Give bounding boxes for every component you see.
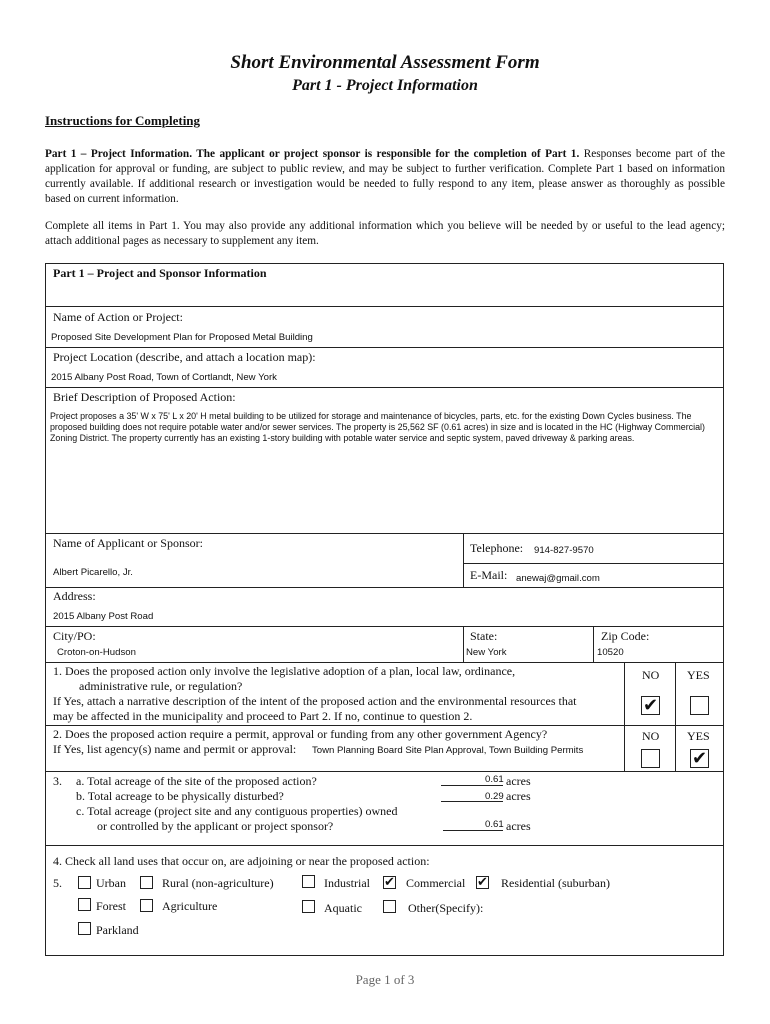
urban-checkbox[interactable] [78,876,91,889]
instructions-paragraph-1 [45,147,725,207]
rural-label: Rural (non-agriculture) [162,876,274,890]
q3b-text: b. Total acreage to be physically disturbed? [76,789,284,803]
q1-no-checkbox[interactable]: ✔ [642,695,659,716]
q2-yes-checkbox[interactable]: ✔ [691,748,708,769]
divider [45,306,724,307]
zip-label: Zip Code: [601,629,650,643]
q5-number: 5. [53,876,62,890]
q2-instruction: If Yes, list agency(s) name and permit or approval: [53,742,297,756]
q2-text: 2. Does the proposed action require a permit, approval or funding from any other government Agency? [53,727,548,741]
q2-agency-field[interactable]: Town Planning Board Site Plan Approval, Town Building Permits [312,745,584,756]
q3b-unit: acres [506,789,531,803]
instructions-body: Responses become part of the application for approval or funding, are subject to public review, and may be subject to further verification. Complete Part 1 based on information currently available. If additional research or investigation would be needed to fully respond to any item, please answer as thoroughly as possible based on current information. [45,148,725,205]
location-label: Project Location (describe, and attach a location map): [53,350,316,364]
parkland-label: Parkland [96,923,139,937]
divider [45,725,724,726]
industrial-label: Industrial [324,876,370,890]
divider [45,845,724,846]
divider [45,587,724,588]
divider [45,771,724,772]
instructions-bold-lead: Part 1 – Project Information. The applicant or project sponsor is responsible for the completion of Part 1. [45,148,580,160]
state-label: State: [470,629,498,643]
telephone-label: Telephone: [470,541,524,555]
forest-checkbox[interactable] [78,898,91,911]
agriculture-label: Agriculture [162,899,218,913]
q4-text: 4. Check all land uses that occur on, are adjoining or near the proposed action: [53,854,430,868]
instructions-paragraph-2: Complete all items in Part 1. You may also provide any additional information which you believe will be needed by or useful to the lead agency; attach additional pages as necessary to supplement any item. [45,220,725,247]
description-field[interactable]: Project proposes a 35' W x 75' L x 20' H metal building to be utilized for storage and maintenance of bicycles, parts, etc. for the existing Down Cycles business. The proposed building does not require potable water and/or sewer services. The property is 25,562 SF (0.61 acres) in size and is located in the HC (Highway Commercial) Zoning District. The property currently has an existing 1-story building with potable water service and septic system, paved driveway & parking areas. [50,411,705,443]
divider [45,626,724,627]
email-field[interactable]: anewaj@gmail.com [516,573,600,584]
q3c-text: c. Total acreage (project site and any contiguous properties) owned [76,804,398,818]
agriculture-checkbox[interactable] [140,899,153,912]
q1-text: 1. Does the proposed action only involve the legislative adoption of a plan, local law, ordinance, [53,664,516,678]
address-label: Address: [53,589,96,603]
instructions-heading: Instructions for Completing [45,113,201,128]
q1-text-cont: administrative rule, or regulation? [79,679,243,693]
q1-instruction: If Yes, attach a narrative description of the intent of the proposed action and the environmental resources that [53,694,577,708]
q3c-text-cont: or controlled by the applicant or project sponsor? [97,819,334,833]
industrial-checkbox[interactable] [302,875,315,888]
q3c-field[interactable]: 0.61 [485,819,504,830]
telephone-field[interactable]: 914-827-9570 [534,545,594,556]
q3a-unit: acres [506,774,531,788]
other-label: Other(Specify): [408,901,484,915]
email-label: E-Mail: [470,568,508,582]
address-field[interactable]: 2015 Albany Post Road [53,611,154,622]
parkland-checkbox[interactable] [78,922,91,935]
city-label: City/PO: [53,629,96,643]
form-box [45,263,724,956]
zip-field[interactable]: 10520 [597,647,624,658]
q3a-text: a. Total acreage of the site of the proposed action? [76,774,317,788]
q1-instruction-cont: may be affected in the municipality and proceed to Part 2. If no, continue to question 2. [53,709,473,723]
q3-number: 3. [53,774,62,788]
aquatic-label: Aquatic [324,901,362,915]
aquatic-checkbox[interactable] [302,900,315,913]
q3b-field[interactable]: 0.29 [485,791,504,802]
q3a-field[interactable]: 0.61 [485,774,504,785]
residential-label: Residential (suburban) [501,876,610,890]
name-label: Name of Action or Project: [53,310,183,324]
state-field[interactable]: New York [466,647,507,658]
residential-checkbox[interactable]: ✔ [477,875,488,890]
q2-no-label: NO [642,729,660,743]
rural-checkbox[interactable] [140,876,153,889]
applicant-field[interactable]: Albert Picarello, Jr. [53,567,133,578]
divider [675,662,676,771]
location-field[interactable]: 2015 Albany Post Road, Town of Cortlandt, New York [51,372,277,383]
divider [624,662,625,771]
divider [45,387,724,388]
q1-no-label: NO [642,668,660,682]
divider [463,626,464,662]
form-subtitle: Part 1 - Project Information [292,77,478,94]
commercial-checkbox[interactable]: ✔ [384,875,395,890]
q1-yes-label: YES [687,668,710,682]
applicant-label: Name of Applicant or Sponsor: [53,536,203,550]
q1-yes-checkbox[interactable] [690,696,709,715]
city-field[interactable]: Croton-on-Hudson [57,647,136,658]
q3c-unit: acres [506,819,531,833]
name-field[interactable]: Proposed Site Development Plan for Proposed Metal Building [51,332,313,343]
divider [463,563,724,564]
section-title: Part 1 – Project and Sponsor Information [53,266,267,280]
description-label: Brief Description of Proposed Action: [53,390,236,404]
divider [463,533,464,587]
q2-no-checkbox[interactable] [641,749,660,768]
form-title: Short Environmental Assessment Form [230,52,540,73]
divider [45,662,724,663]
q2-yes-label: YES [687,729,710,743]
other-checkbox[interactable] [383,900,396,913]
forest-label: Forest [96,899,126,913]
divider [593,626,594,662]
commercial-label: Commercial [406,876,466,890]
page-number: Page 1 of 3 [355,972,415,987]
divider [45,533,724,534]
urban-label: Urban [96,876,126,890]
divider [45,347,724,348]
